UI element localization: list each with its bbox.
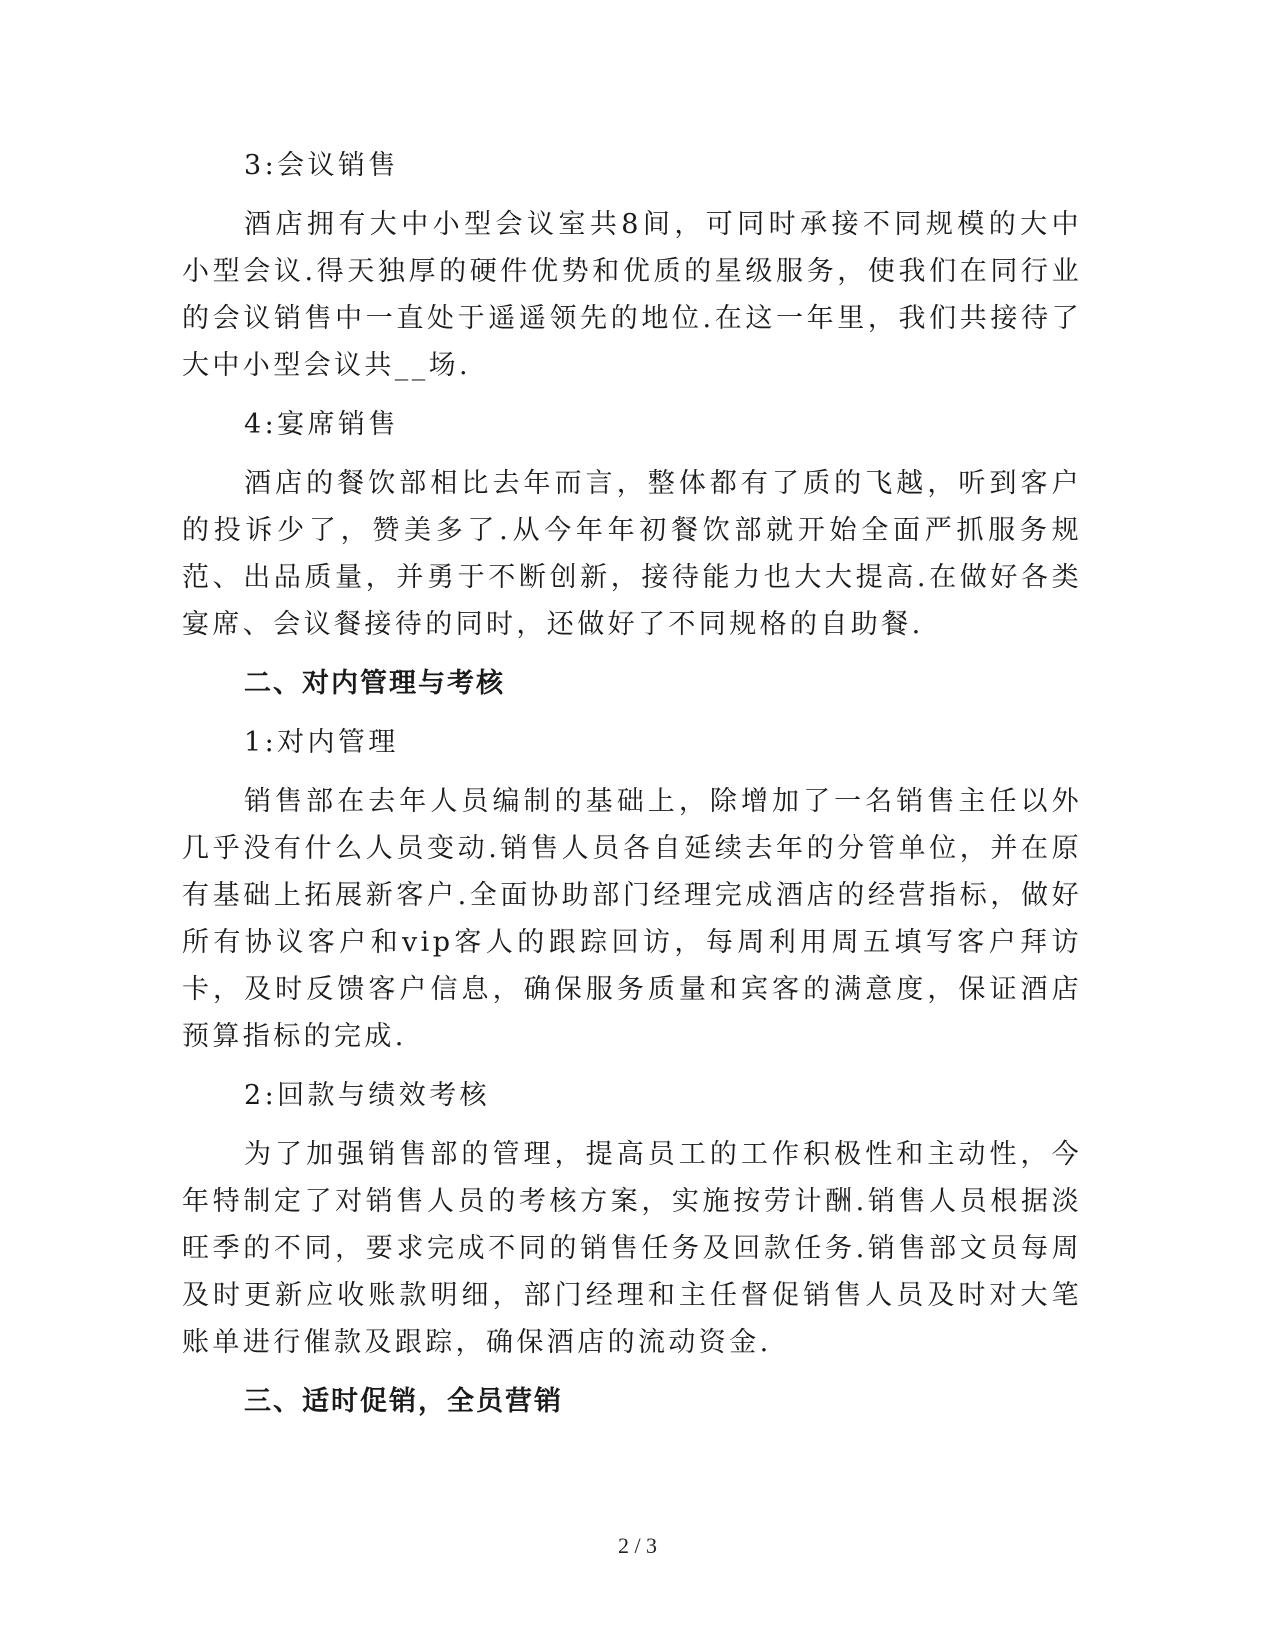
section-4-paragraph: 酒店的餐饮部相比去年而言，整体都有了质的飞越，听到客户的投诉少了，赞美多了.从今年年初餐饮部就开始全面严抓服务规范、出品质量，并勇于不断创新，接待能力也大大提高.在做好各类宴席、会议餐接待的同时，还做好了不同规格的自助餐. — [182, 468, 1082, 640]
subsection-1-paragraph: 销售部在去年人员编制的基础上，除增加了一名销售主任以外几乎没有什么人员变动.销售人员各自延续去年的分管单位，并在原有基础上拓展新客户.全面协助部门经理完成酒店的经营指标，做好所有协议客户和vip客人的跟踪回访，每周利用周五填写客户拜访卡，及时反馈客户信息，确保服务质量和宾客的满意度，保证酒店预算指标的完成. — [182, 786, 1082, 1052]
section-3-title: 3:会议销售 — [244, 150, 399, 181]
subsection-1-title: 1:对内管理 — [244, 727, 399, 758]
document-page — [182, 142, 1082, 1437]
section-4-title: 4:宴席销售 — [244, 409, 399, 440]
subsection-2-title: 2:回款与绩效考核 — [244, 1080, 490, 1111]
heading-promotion: 三、适时促销，全员营销 — [244, 1386, 563, 1417]
section-3-paragraph: 酒店拥有大中小型会议室共8间，可同时承接不同规模的大中小型会议.得天独厚的硬件优势和优质的星级服务，使我们在同行业的会议销售中一直处于遥遥领先的地位.在这一年里，我们共接待了大中小型会议共__场. — [182, 209, 1082, 381]
page-number: 2 / 3 — [617, 1533, 658, 1558]
heading-internal-management: 二、对内管理与考核 — [244, 668, 505, 699]
subsection-2-paragraph: 为了加强销售部的管理，提高员工的工作积极性和主动性，今年特制定了对销售人员的考核方案，实施按劳计酬.销售人员根据淡旺季的不同，要求完成不同的销售任务及回款任务.销售部文员每周及时更新应收账款明细，部门经理和主任督促销售人员及时对大笔账单进行催款及跟踪，确保酒店的流动资金. — [182, 1139, 1082, 1358]
